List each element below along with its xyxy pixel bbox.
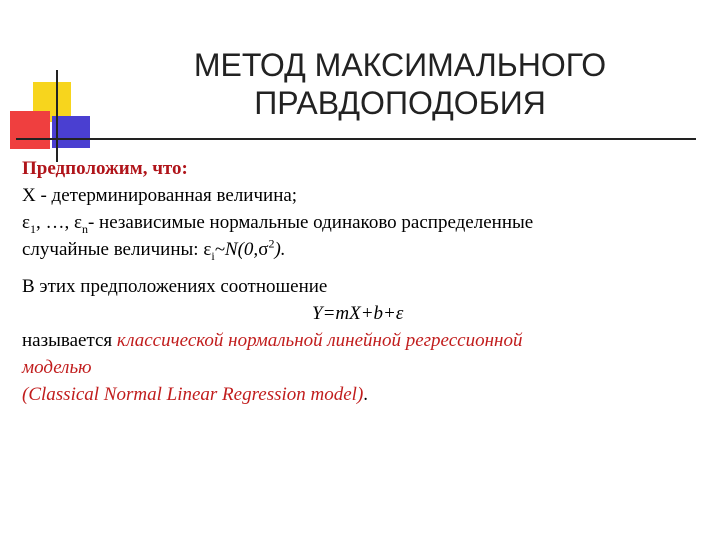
subscript-i: i <box>211 248 215 263</box>
subscript-n: n <box>81 221 88 236</box>
vertical-rule <box>56 70 58 162</box>
ellipsis: , …, <box>35 212 74 233</box>
slide-body <box>22 155 702 408</box>
body-line-3-text: случайные величины: <box>22 239 204 260</box>
distribution-a: ~N(0, <box>214 239 259 260</box>
body-line-4: В этих предположениях соотношение <box>22 276 328 297</box>
body-line-1: X - детерминированная величина; <box>22 185 298 206</box>
regression-formula: Y=mX+b+ε <box>312 303 404 324</box>
body-line-3 <box>22 236 702 263</box>
subscript-1: 1 <box>29 221 36 236</box>
sigma-symbol: σ <box>258 239 269 260</box>
red-square-decoration <box>10 111 50 149</box>
subtitle: Предположим, что: <box>22 158 188 179</box>
body-line-6-text: называется <box>22 330 117 351</box>
english-name-line <box>22 381 702 408</box>
superscript-2: 2 <box>268 236 275 251</box>
distribution-b: ). <box>274 239 286 260</box>
end-dot: . <box>363 384 369 405</box>
title-line-1: МЕТОД МАКСИМАЛЬНОГО <box>193 47 607 83</box>
epsilon-symbol: ε <box>203 239 212 260</box>
epsilon-symbol: ε <box>73 212 82 233</box>
model-name-red: классической нормальной линейной регрессионной <box>116 330 523 351</box>
body-line-2-text: - независимые нормальные одинаково распределенные <box>87 212 534 233</box>
model-word-red: моделью <box>22 357 92 378</box>
english-model-name: (Classical Normal Linear Regression model) <box>22 384 364 405</box>
epsilon-symbol: ε <box>22 212 30 233</box>
body-line-6 <box>22 327 702 354</box>
title-line-2: ПРАВДОПОДОБИЯ <box>254 85 546 121</box>
horizontal-rule <box>16 138 696 140</box>
body-line-2 <box>22 209 702 236</box>
slide-title <box>150 46 650 122</box>
